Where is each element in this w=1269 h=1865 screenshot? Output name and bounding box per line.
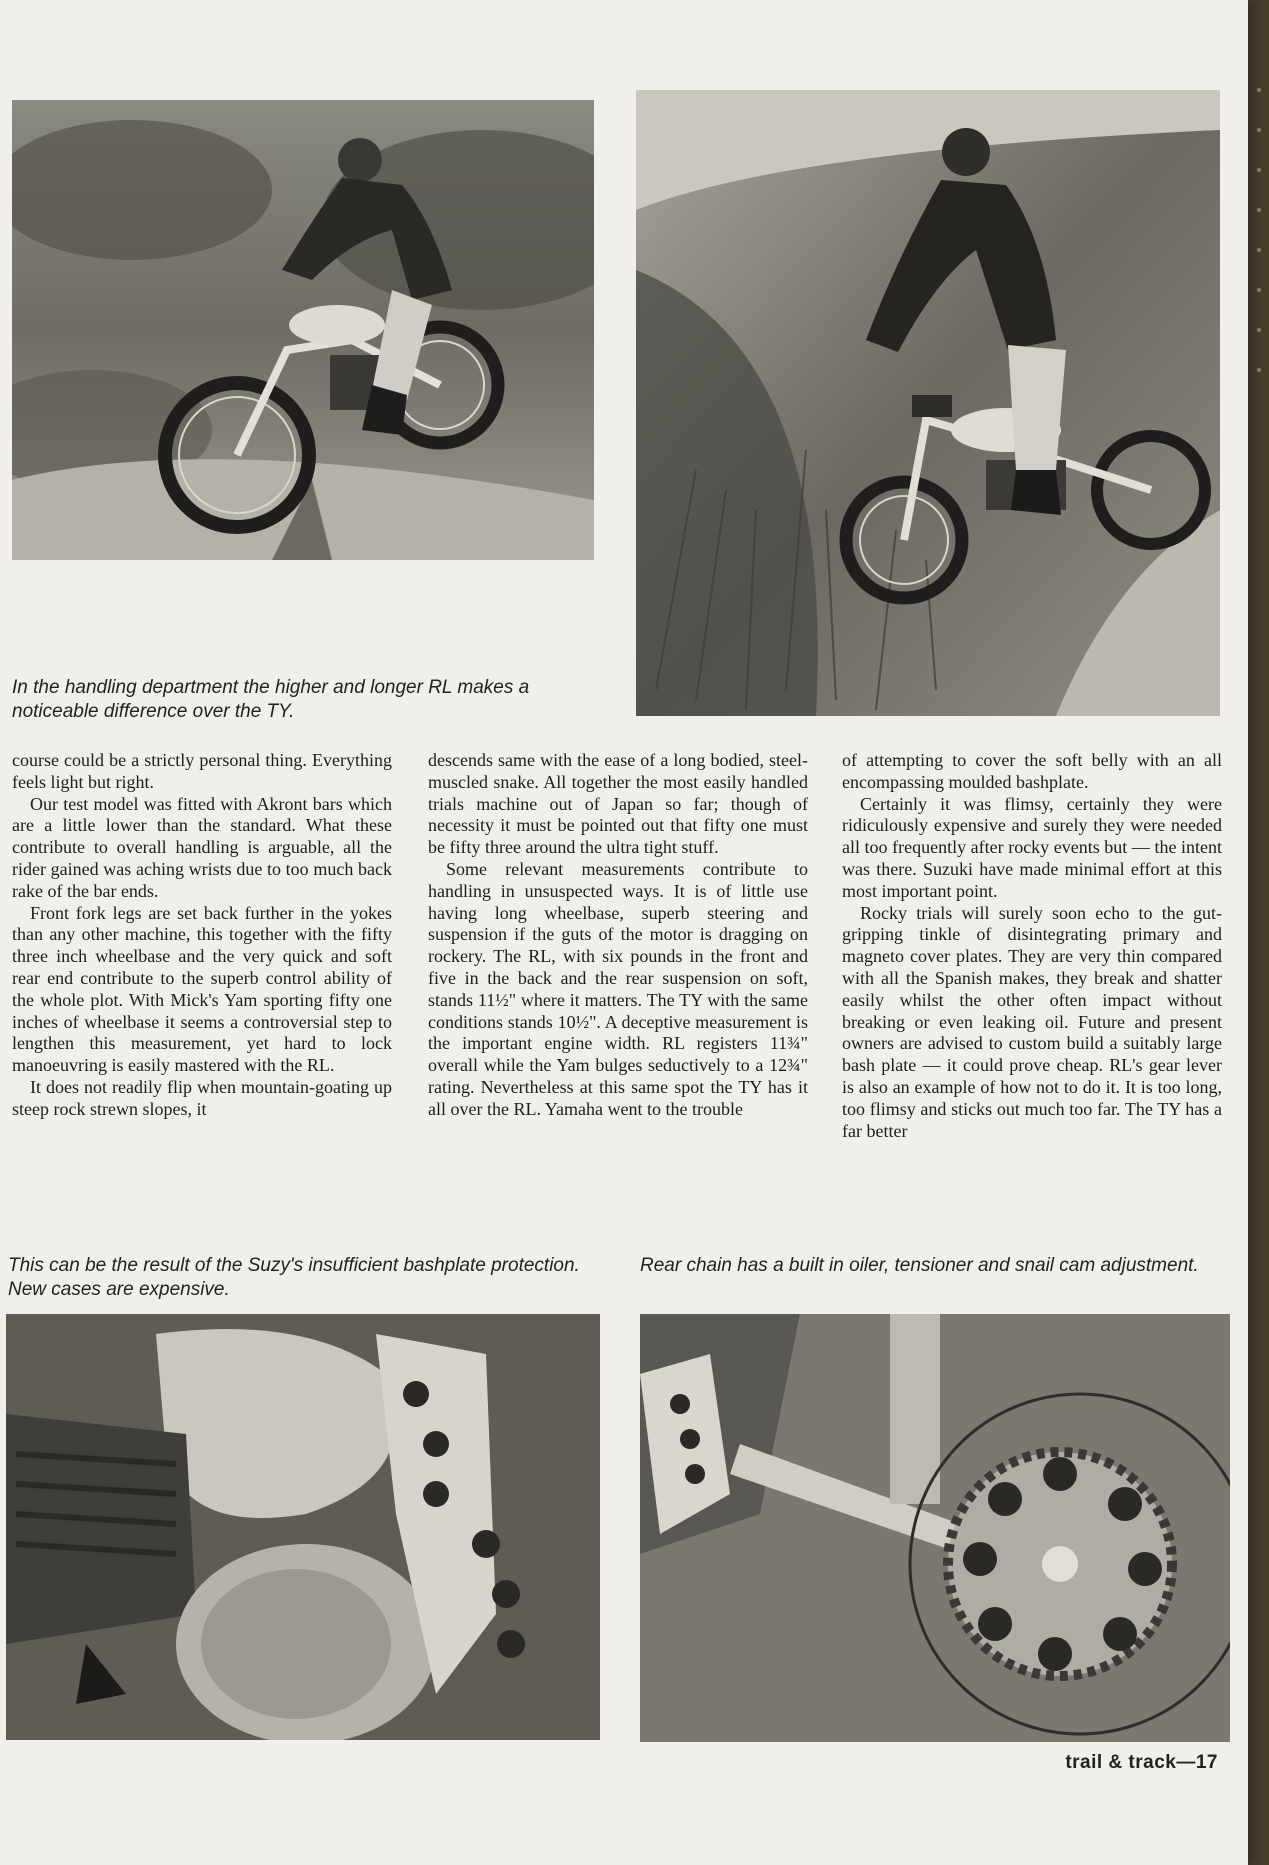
- col3-para1: of attempting to cover the soft belly with an all encompassing moulded bashplate.: [842, 750, 1222, 792]
- col1-para1: course could be a strictly personal thing. Everything feels light but right.: [12, 750, 392, 792]
- caption-bashplate: This can be the result of the Suzy's insufficient bashplate protection. New cases are expensive.: [8, 1255, 580, 1300]
- page-edge-marks: [1249, 0, 1269, 1865]
- col3-para3: Rocky trials will surely soon echo to the gut-gripping tinkle of disintegrating primary and magneto cover plates. They are very thin compared with all the Spanish makes, they break and shatter easily whilst the other often impact without breaking or even leaking oil. Future and present owners are advised to custom build a suitably large bash plate — it could prove cheap. RL's gear lever is also an example of how not to do it. It is too long, too flimsy and sticks out much too far. The TY has a far better: [842, 902, 1222, 1141]
- page-folio: trail & track—17: [1065, 1752, 1218, 1773]
- photo-engine-cases: [6, 1314, 600, 1740]
- col1-para3: Front fork legs are set back further in the yokes than any other machine, this together with the fifty three inch wheelbase and the very quick and soft rear end contribute to the superb control ability of the whole plot. With Mick's Yam sporting fifty one inches of wheelbase it seems a controversial step to lengthen this measurement, yet hard to lock manoeuvring is easily mastered with the RL.: [12, 902, 392, 1076]
- col2-para1: descends same with the ease of a long bodied, steel-muscled snake. All together the most easily handled trials machine out of Japan so far; though of necessity it must be pointed out that fifty one must be fifty three around the ultra tight stuff.: [428, 750, 808, 858]
- photo-rear-sprocket: [640, 1314, 1230, 1742]
- col3-para2: Certainly it was flimsy, certainly they were ridiculously expensive and surely they were needed all too frequently after rocky events but — the intent was there. Suzuki have made minimal effort at this most important point.: [842, 793, 1222, 901]
- col2-para2: Some relevant measurements contribute to handling in unsuspected ways. It is of little use having long wheelbase, superb steering and suspension if the guts of the motor is dragging on rockery. The RL, with six pounds in the front and five in the back and the rear suspension on soft, stands 11½" where it matters. The TY with the same conditions stands 10½". A deceptive measurement is the important engine width. RL registers 11¾" overall while the Yam bulges seductively to a 12¾" rating. Nevertheless at this same spot the TY has it all over the RL. Yamaha went to the trouble: [428, 858, 808, 1119]
- col1-para2: Our test model was fitted with Akront bars which are a little lower than the standard. What these contribute to overall handling is arguable, all the rider gained was aching wrists due to too much back rake of the bar ends.: [12, 793, 392, 901]
- photo-rider-grassy-bank: [636, 90, 1220, 716]
- body-column-1: [12, 750, 392, 1212]
- photo-rider-rocky-slope: [12, 100, 594, 560]
- col1-para4: It does not readily flip when mountain-goating up steep rock strewn slopes, it: [12, 1076, 392, 1119]
- caption-handling: In the handling department the higher and longer RL makes a noticeable difference over the TY.: [12, 677, 530, 722]
- body-column-3: [842, 750, 1222, 1212]
- caption-rear-chain: Rear chain has a built in oiler, tensioner and snail cam adjustment.: [640, 1255, 1199, 1276]
- body-column-2: [428, 750, 808, 1212]
